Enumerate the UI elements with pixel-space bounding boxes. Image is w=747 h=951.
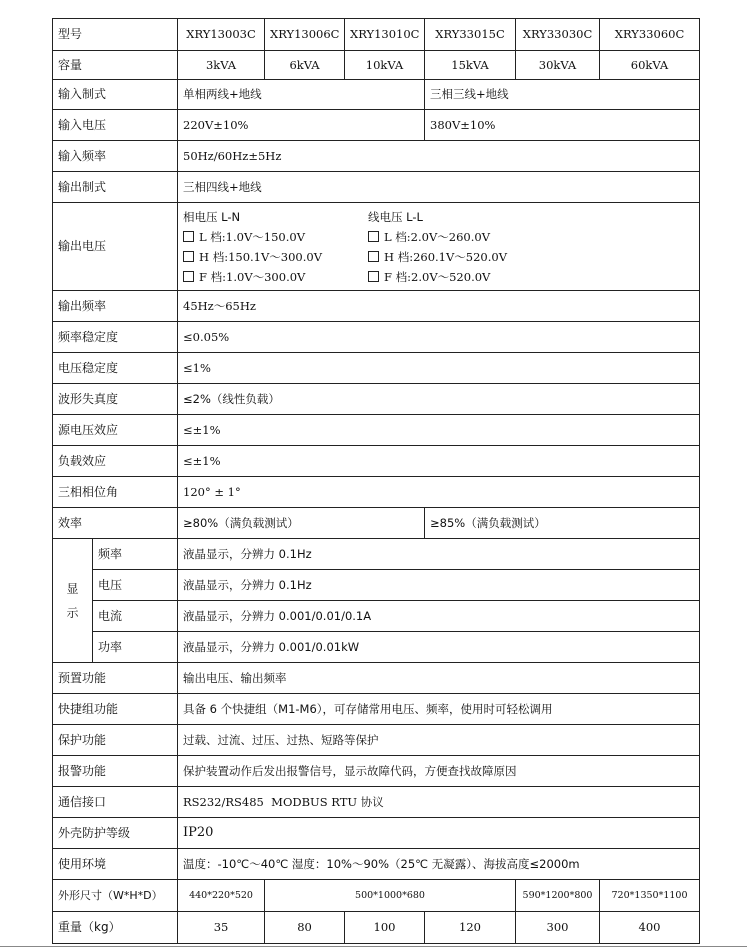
protect-label: 保护功能 [53, 725, 178, 756]
checkbox-icon [368, 231, 379, 242]
dims-1: 440*220*520 [178, 880, 265, 912]
row-input-voltage [53, 110, 700, 141]
row-source-effect [53, 415, 700, 446]
phase-voltage-f: F 档:1.0V～300.0V [199, 269, 306, 284]
row-freq-stability [53, 322, 700, 353]
dims-3: 590*1200*800 [516, 880, 600, 912]
row-env [53, 849, 700, 880]
row-volt-stability [53, 353, 700, 384]
row-quick [53, 694, 700, 725]
input-voltage-three: 380V±10% [425, 110, 700, 141]
model-4: XRY33015C [425, 19, 516, 51]
output-system-value: 三相四线+地线 [178, 172, 700, 203]
capacity-5: 30kVA [516, 51, 600, 80]
dims-4: 720*1350*1100 [600, 880, 700, 912]
source-effect-value: ≤±1% [178, 415, 700, 446]
input-system-single: 单相两线+地线 [178, 80, 425, 110]
capacity-2: 6kVA [265, 51, 345, 80]
freq-stability-value: ≤0.05% [178, 322, 700, 353]
input-freq-label: 输入频率 [53, 141, 178, 172]
model-2: XRY13006C [265, 19, 345, 51]
row-display-volt [53, 570, 700, 601]
weight-4: 120 [425, 912, 516, 944]
load-effect-label: 负载效应 [53, 446, 178, 477]
line-voltage-l: L 档:2.0V～260.0V [384, 229, 491, 244]
row-display-freq [53, 539, 700, 570]
row-input-freq [53, 141, 700, 172]
distortion-value: ≤2%（线性负载） [178, 384, 700, 415]
display-label-text: 显示 [66, 581, 79, 620]
row-efficiency [53, 508, 700, 539]
row-display-power [53, 632, 700, 663]
row-alarm [53, 756, 700, 787]
weight-5: 300 [516, 912, 600, 944]
comm-value: RS232/RS485 MODBUS RTU 协议 [178, 787, 700, 818]
weight-1: 35 [178, 912, 265, 944]
display-freq-label: 频率 [93, 539, 178, 570]
row-output-freq [53, 291, 700, 322]
volt-stability-value: ≤1% [178, 353, 700, 384]
line-voltage-f: F 档:2.0V～520.0V [384, 269, 491, 284]
display-power-label: 功率 [93, 632, 178, 663]
model-5: XRY33030C [516, 19, 600, 51]
line-voltage-column [368, 207, 553, 287]
efficiency-three: ≥85%（满负载测试） [425, 508, 700, 539]
freq-stability-label: 频率稳定度 [53, 322, 178, 353]
model-1: XRY13003C [178, 19, 265, 51]
display-power-value: 液晶显示，分辨力 0.001/0.01kW [178, 632, 700, 663]
capacity-6: 60kVA [600, 51, 700, 80]
phase-angle-value: 120° ± 1° [178, 477, 700, 508]
efficiency-label: 效率 [53, 508, 178, 539]
output-voltage-label: 输出电压 [53, 203, 178, 291]
input-voltage-single: 220V±10% [178, 110, 425, 141]
model-6: XRY33060C [600, 19, 700, 51]
efficiency-single: ≥80%（满负载测试） [178, 508, 425, 539]
comm-label: 通信接口 [53, 787, 178, 818]
input-system-label: 输入制式 [53, 80, 178, 110]
phase-voltage-column [183, 207, 368, 287]
output-freq-value: 45Hz～65Hz [178, 291, 700, 322]
weight-2: 80 [265, 912, 345, 944]
quick-value: 具备 6 个快捷组（M1-M6），可存储常用电压、频率，使用时可轻松调用 [178, 694, 700, 725]
display-volt-label: 电压 [93, 570, 178, 601]
row-dims [53, 880, 700, 912]
row-comm [53, 787, 700, 818]
weight-6: 400 [600, 912, 700, 944]
input-voltage-label: 输入电压 [53, 110, 178, 141]
output-system-label: 输出制式 [53, 172, 178, 203]
row-weight [53, 912, 700, 944]
source-effect-label: 源电压效应 [53, 415, 178, 446]
protect-value: 过载、过流、过压、过热、短路等保护 [178, 725, 700, 756]
quick-label: 快捷组功能 [53, 694, 178, 725]
row-preset [53, 663, 700, 694]
env-label: 使用环境 [53, 849, 178, 880]
display-current-label: 电流 [93, 601, 178, 632]
row-phase-angle [53, 477, 700, 508]
display-freq-value: 液晶显示，分辨力 0.1Hz [178, 539, 700, 570]
row-distortion [53, 384, 700, 415]
page-bottom-rule [0, 946, 747, 947]
display-current-value: 液晶显示，分辨力 0.001/0.01/0.1A [178, 601, 700, 632]
spec-table [52, 18, 700, 944]
model-label: 型号 [53, 19, 178, 51]
env-value: 温度：-10℃～40℃ 湿度：10%～90%（25℃ 无凝露）、海拔高度≤2000m [178, 849, 700, 880]
row-output-voltage [53, 203, 700, 291]
volt-stability-label: 电压稳定度 [53, 353, 178, 384]
ip-value: IP20 [178, 818, 700, 849]
model-3: XRY13010C [345, 19, 425, 51]
line-voltage-title: 线电压 L-L [368, 209, 423, 224]
load-effect-value: ≤±1% [178, 446, 700, 477]
weight-label: 重量（kg） [53, 912, 178, 944]
preset-label: 预置功能 [53, 663, 178, 694]
ip-label: 外壳防护等级 [53, 818, 178, 849]
row-display-current [53, 601, 700, 632]
checkbox-icon [183, 251, 194, 262]
row-capacity [53, 51, 700, 80]
row-output-system [53, 172, 700, 203]
alarm-label: 报警功能 [53, 756, 178, 787]
phase-voltage-title: 相电压 L-N [183, 209, 241, 224]
alarm-value: 保护装置动作后发出报警信号，显示故障代码，方便查找故障原因 [178, 756, 700, 787]
capacity-1: 3kVA [178, 51, 265, 80]
checkbox-icon [183, 231, 194, 242]
line-voltage-h: H 档:260.1V～520.0V [384, 249, 508, 264]
capacity-label: 容量 [53, 51, 178, 80]
display-label [53, 539, 93, 663]
row-input-system [53, 80, 700, 110]
output-voltage-value [178, 203, 700, 291]
checkbox-icon [368, 271, 379, 282]
phase-angle-label: 三相相位角 [53, 477, 178, 508]
input-freq-value: 50Hz/60Hz±5Hz [178, 141, 700, 172]
display-volt-value: 液晶显示，分辨力 0.1Hz [178, 570, 700, 601]
phase-voltage-h: H 档:150.1V～300.0V [199, 249, 323, 264]
weight-3: 100 [345, 912, 425, 944]
capacity-3: 10kVA [345, 51, 425, 80]
row-protect [53, 725, 700, 756]
phase-voltage-l: L 档:1.0V～150.0V [199, 229, 306, 244]
checkbox-icon [183, 271, 194, 282]
row-ip [53, 818, 700, 849]
distortion-label: 波形失真度 [53, 384, 178, 415]
row-load-effect [53, 446, 700, 477]
output-freq-label: 输出频率 [53, 291, 178, 322]
row-model [53, 19, 700, 51]
input-system-three: 三相三线+地线 [425, 80, 700, 110]
capacity-4: 15kVA [425, 51, 516, 80]
checkbox-icon [368, 251, 379, 262]
dims-2: 500*1000*680 [265, 880, 516, 912]
preset-value: 输出电压、输出频率 [178, 663, 700, 694]
dims-label: 外形尺寸（W*H*D） [53, 880, 178, 912]
